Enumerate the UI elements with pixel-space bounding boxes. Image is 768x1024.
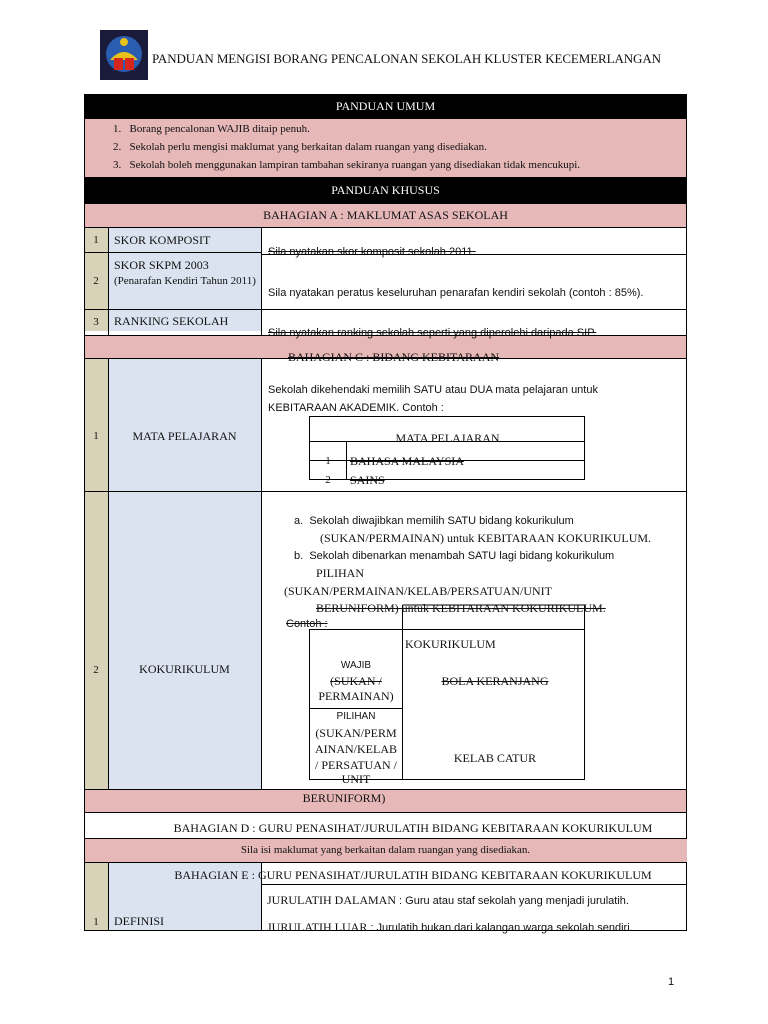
pilihan-sub: AINAN/KELAB — [315, 742, 397, 756]
mata-intro: Sekolah dikehendaki memilih SATU atau DUA mata pelajaran untuk — [268, 384, 598, 396]
table-cell-subject: BAHASA MALAYSIA — [350, 454, 464, 468]
pilihan-value: KELAB CATUR — [453, 751, 537, 765]
page-number: 1 — [668, 976, 675, 988]
list-item: 3. Sekolah boleh menggunakan lampiran tambahan sekiranya ruangan yang disediakan tidak mencukupi. — [113, 159, 581, 171]
pilihan-sub: (SUKAN/PERM — [315, 726, 397, 740]
bahagian-d-heading: BAHAGIAN D : GURU PENASIHAT/JURULATIH BIDANG KEBITARAAN KOKURIKULUM — [173, 821, 653, 835]
row-number: 3 — [93, 316, 99, 328]
panduan-umum-heading: PANDUAN UMUM — [84, 94, 687, 119]
wajib-label: WAJIB — [340, 660, 372, 671]
row-number: 2 — [93, 664, 99, 676]
document-title: PANDUAN MENGISI BORANG PENCALONAN SEKOLAH KLUSTER KECEMERLANGAN — [152, 51, 661, 66]
pilihan-overflow: BERUNIFORM) — [302, 791, 386, 805]
row-number: 2 — [93, 275, 99, 287]
bahagian-c-heading: BAHAGIAN C : BIDANG KEBITARAAN — [288, 350, 500, 364]
koku-point-b-end: BERUNIFORM) untuk KEBITARAAN KOKURIKULUM. — [316, 601, 606, 615]
wajib-sub: (SUKAN / — [330, 674, 382, 688]
kokurikulum-label: KOKURIKULUM — [139, 662, 230, 676]
ministry-logo — [100, 30, 148, 80]
table-cell-no: 2 — [325, 474, 331, 486]
row-number: 1 — [93, 234, 99, 246]
mata-pelajaran-label: MATA PELAJARAN — [132, 429, 237, 443]
table-cell-subject: SAINS — [350, 473, 385, 487]
definisi-label: DEFINISI — [114, 914, 164, 928]
skor-skpm-guide: Sila nyatakan peratus keseluruhan penarafan kendiri sekolah (contoh : 85%). — [268, 287, 644, 299]
koku-table-heading: KOKURIKULUM — [405, 637, 496, 651]
skor-komposit-label: SKOR KOMPOSIT — [114, 233, 211, 247]
koku-point-b-pilihan: PILIHAN — [316, 566, 364, 580]
koku-point-a: a. Sekolah diwajibkan memilih SATU bidang kokurikulum — [294, 515, 574, 527]
bahagian-d-note: Sila isi maklumat yang berkaitan dalam ruangan yang disediakan. — [240, 844, 531, 856]
skor-skpm-sublabel: (Penarafan Kendiri Tahun 2011) — [114, 275, 256, 287]
mata-intro-contoh: KEBITARAAN AKADEMIK. Contoh : — [268, 402, 444, 414]
koku-point-b-options: (SUKAN/PERMAINAN/KELAB/PERSATUAN/UNIT — [284, 584, 553, 598]
row-number: 1 — [93, 916, 99, 928]
koku-point-a-cont: (SUKAN/PERMAINAN) untuk KEBITARAAN KOKURIKULUM. — [320, 531, 652, 545]
pilihan-sub: UNIT — [341, 773, 371, 785]
wajib-value: BOLA KERANJANG — [441, 674, 549, 688]
list-item: 2. Sekolah perlu mengisi maklumat yang berkaitan dalam ruangan yang disediakan. — [113, 141, 487, 153]
ranking-sekolah-guide: Sila nyatakan ranking sekolah seperti yang diperolehi daripada SIP. — [268, 327, 597, 339]
list-item: 1. Borang pencalonan WAJIB ditaip penuh. — [113, 123, 310, 135]
skor-komposit-guide: Sila nyatakan skor komposit sekolah 2011. — [268, 246, 476, 258]
koku-contoh: Contoh : — [286, 618, 328, 630]
jurulatih-dalaman: JURULATIH DALAMAN : Guru atau staf sekolah yang menjadi jurulatih. — [267, 893, 629, 907]
wajib-sub: PERMAINAN) — [318, 689, 394, 703]
bahagian-e-heading: BAHAGIAN E : GURU PENASIHAT/JURULATIH BIDANG KEBITARAAN KOKURIKULUM — [174, 868, 652, 882]
mata-table-heading: MATA PELAJARAN — [395, 431, 500, 445]
row-number: 1 — [93, 430, 99, 442]
bahagian-a-heading: BAHAGIAN A : MAKLUMAT ASAS SEKOLAH — [84, 203, 687, 227]
pilihan-label: PILIHAN — [336, 711, 376, 722]
ranking-sekolah-label: RANKING SEKOLAH — [114, 314, 229, 328]
pilihan-sub: / PERSATUAN / — [314, 758, 397, 772]
koku-point-b: b. Sekolah dibenarkan menambah SATU lagi bidang kokurikulum — [294, 550, 615, 562]
table-cell-no: 1 — [325, 455, 331, 467]
skor-skpm-label: SKOR SKPM 2003 — [114, 258, 209, 272]
panduan-khusus-heading: PANDUAN KHUSUS — [84, 177, 687, 203]
panduan-umum-list — [84, 119, 687, 177]
jurulatih-luar: JURULATIH LUAR : Jurulatih bukan dari kalangan warga sekolah sendiri. — [267, 920, 633, 934]
